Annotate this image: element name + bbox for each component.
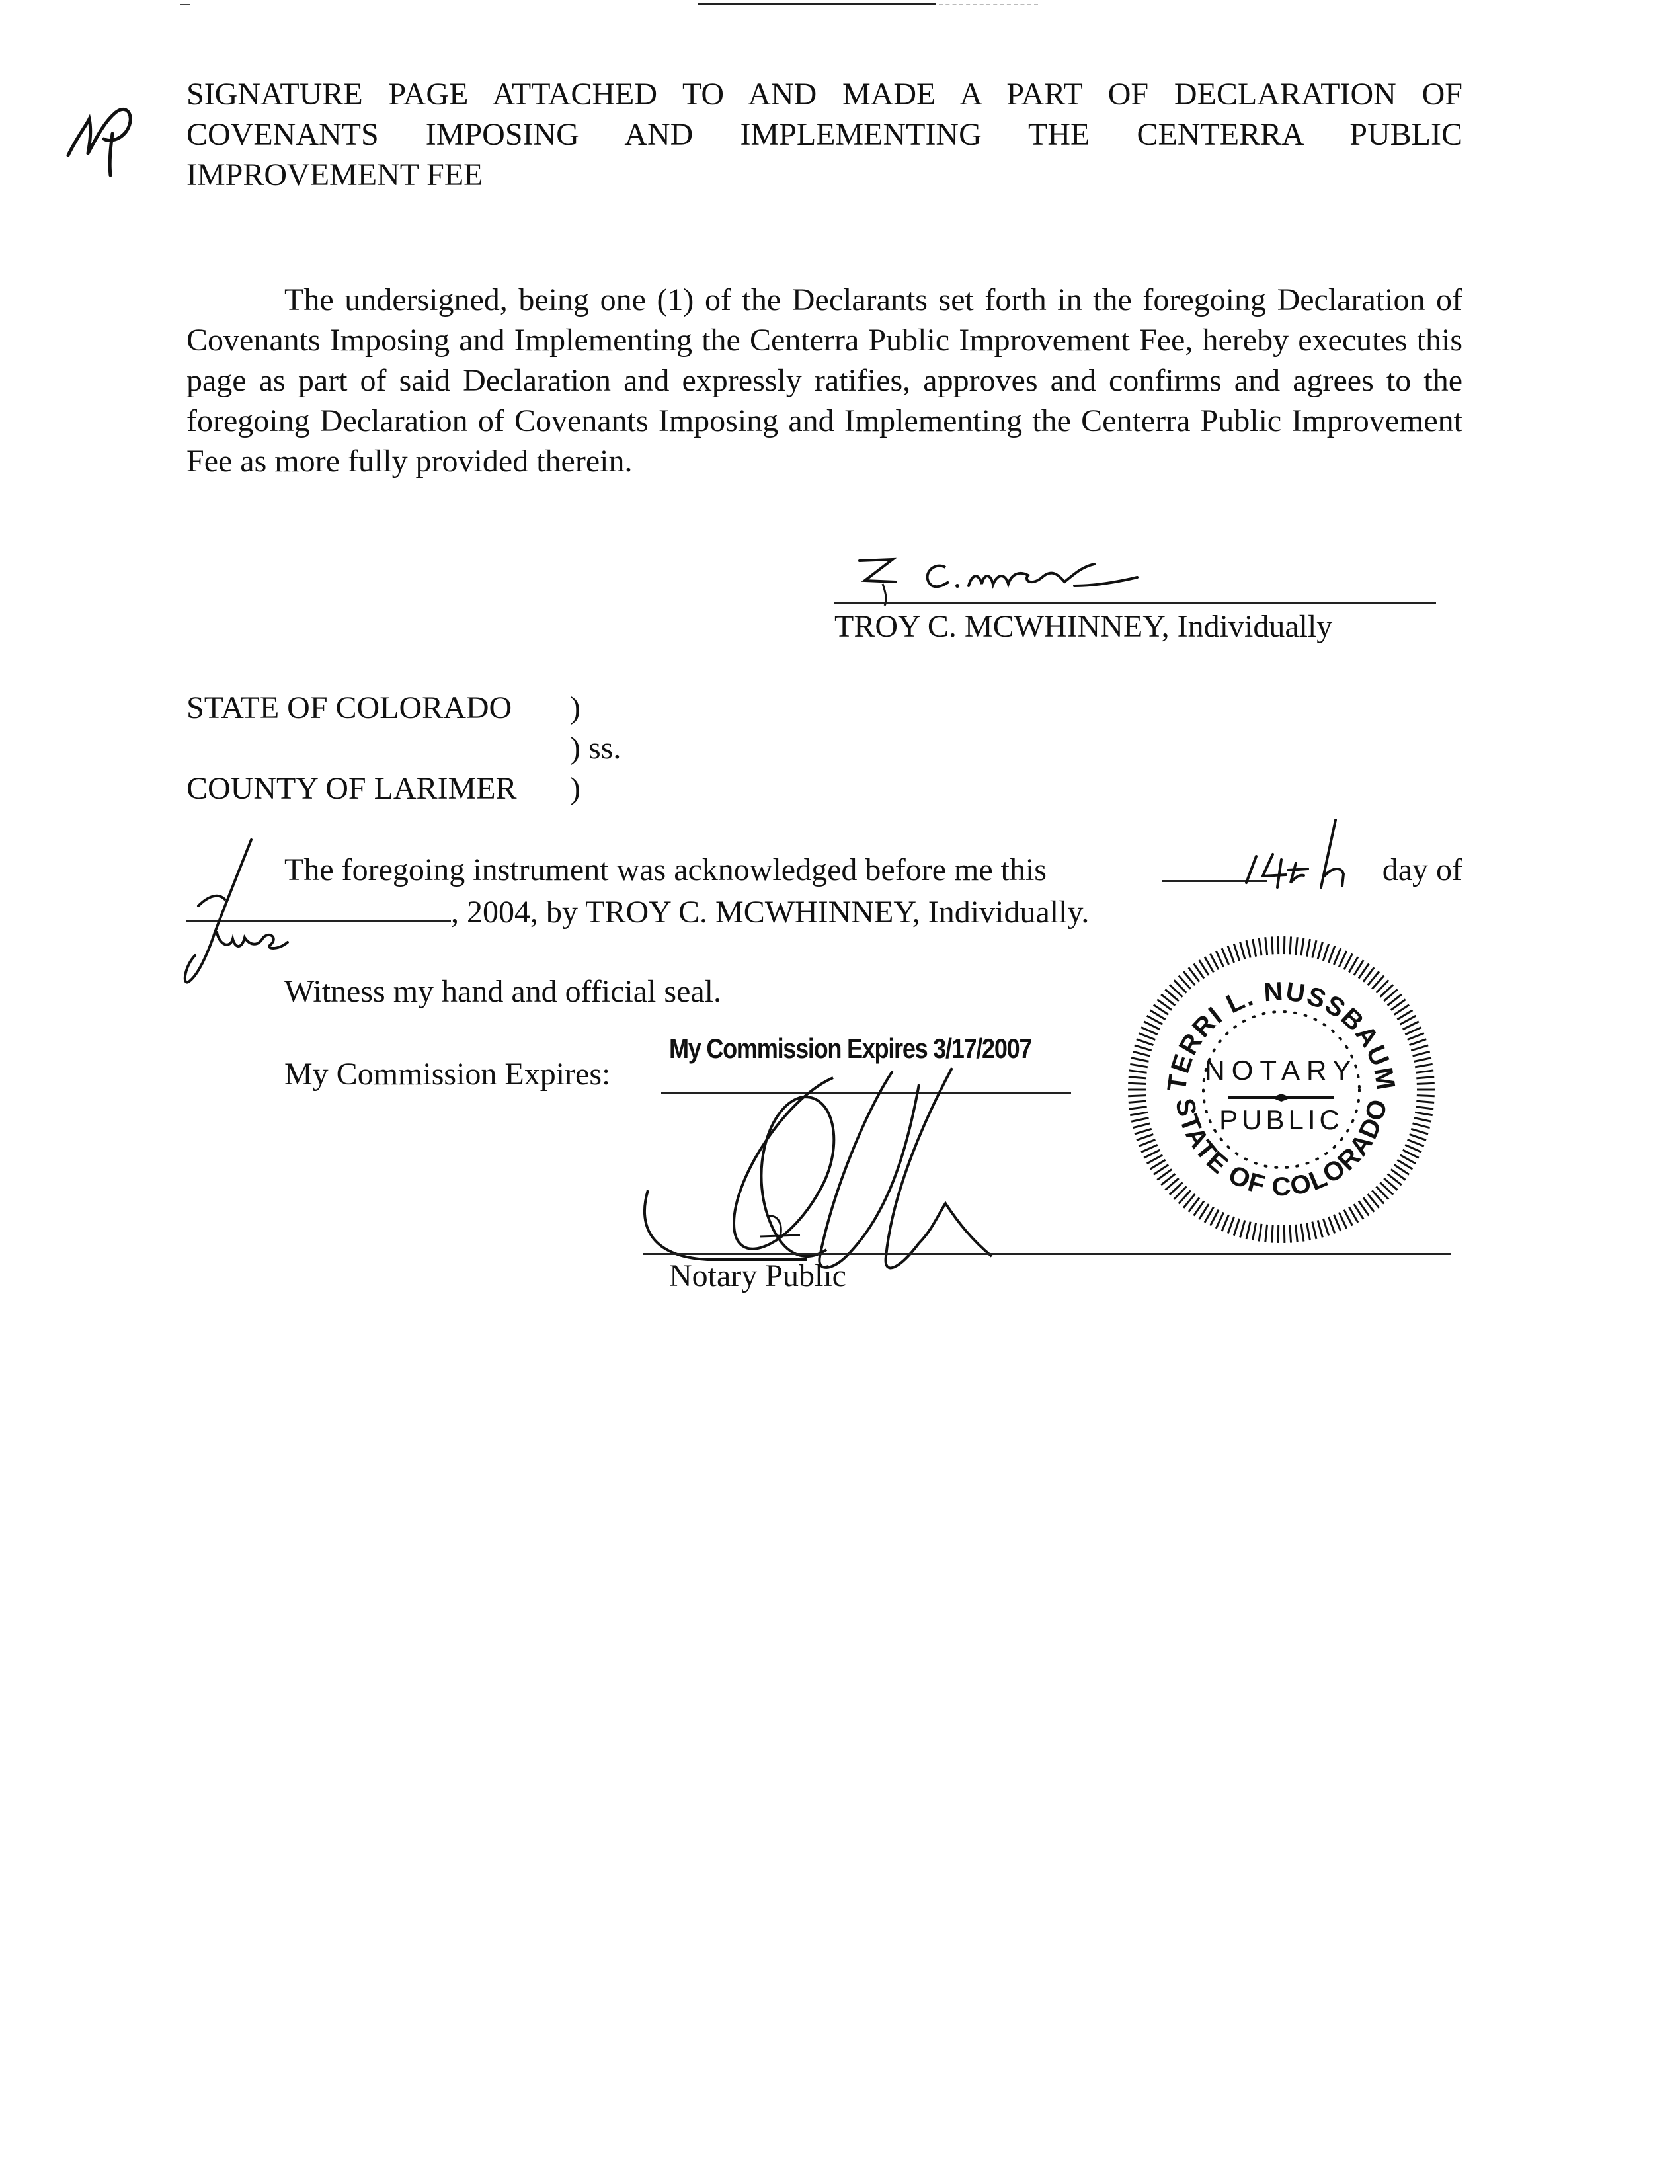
seal-tick: [1133, 1123, 1150, 1128]
seal-tick: [1416, 1101, 1434, 1102]
seal-tick: [1417, 1083, 1435, 1084]
seal-tick: [1222, 948, 1228, 965]
ack-line-1: The foregoing instrument was acknowledged before me this: [284, 852, 1047, 887]
seal-tick: [1278, 1225, 1279, 1243]
seal-tick: [1416, 1107, 1433, 1109]
seal-tick: [1284, 936, 1285, 954]
seal-tick: [1130, 1112, 1148, 1115]
seal-tick: [1415, 1064, 1433, 1067]
seal-tick: [1137, 1039, 1153, 1045]
seal-tick: [1328, 946, 1334, 963]
seal-tick: [1295, 1225, 1297, 1242]
seal-tick: [1339, 1212, 1346, 1228]
top-rule: [698, 3, 936, 5]
margin-initials-handwriting: [63, 93, 142, 179]
month-handwriting: [179, 833, 291, 992]
declarant-name: TROY C. MCWHINNEY, Individually: [834, 609, 1333, 644]
seal-tick: [1228, 946, 1234, 963]
seal-tick: [1129, 1077, 1146, 1078]
seal-tick: [1290, 1225, 1291, 1243]
seal-tick: [1216, 1212, 1223, 1228]
venue-state: STATE OF COLORADO: [186, 690, 512, 725]
seal-tick: [1301, 1224, 1304, 1242]
seal-public-text: PUBLIC: [1219, 1104, 1343, 1135]
seal-tick: [1312, 940, 1316, 957]
seal-tick: [1234, 1219, 1239, 1236]
seal-tick: [1408, 1033, 1424, 1040]
seal-tick: [1339, 951, 1346, 967]
seal-tick: [1222, 1215, 1228, 1231]
venue-county: COUNTY OF LARIMER: [186, 771, 517, 806]
seal-tick: [1278, 936, 1279, 954]
notary-seal: [1123, 931, 1440, 1248]
heading-line-3: IMPROVEMENT FEE: [186, 157, 483, 192]
seal-tick: [1413, 1123, 1430, 1128]
ack-line-2: , 2004, by TROY C. MCWHINNEY, Individually.: [451, 895, 1090, 930]
declarant-signature-line: [834, 602, 1436, 604]
seal-tick: [1323, 944, 1328, 961]
seal-tick: [1131, 1058, 1148, 1062]
seal-tick: [1246, 1222, 1250, 1239]
seal-tick: [1240, 942, 1245, 959]
venue-paren-1: ): [570, 690, 580, 725]
seal-tick: [1416, 1077, 1434, 1078]
seal-tick: [1318, 1220, 1322, 1237]
seal-tick: [1137, 1134, 1153, 1140]
seal-tick: [1131, 1118, 1148, 1122]
seal-tick: [1139, 1033, 1155, 1040]
venue-ss: ) ss.: [570, 731, 621, 766]
seal-tick: [1411, 1129, 1428, 1134]
venue-block: [186, 688, 621, 809]
seal-tick: [1135, 1129, 1152, 1134]
seal-tick: [1318, 942, 1322, 959]
seal-tick: [1246, 940, 1250, 957]
commission-expiry-stamp: My Commission Expires 3/17/2007: [669, 1033, 1032, 1064]
commission-expires-label: My Commission Expires:: [284, 1057, 611, 1092]
notary-signature-line: [643, 1253, 1451, 1255]
heading-line-2: COVENANTS IMPOSING AND IMPLEMENTING THE CENTERRA PUBLIC: [186, 117, 1462, 152]
top-rule-dash: [939, 4, 1038, 5]
seal-tick: [1216, 951, 1223, 967]
seal-tick: [1265, 937, 1267, 955]
seal-tick: [1253, 1223, 1256, 1240]
venue-paren-2: ): [570, 771, 580, 806]
seal-tick: [1295, 937, 1297, 955]
seal-tick: [1405, 1145, 1421, 1152]
seal-tick: [1306, 939, 1310, 957]
seal-tick: [1414, 1118, 1431, 1122]
seal-tick: [1271, 936, 1273, 954]
seal-tick: [1410, 1039, 1426, 1045]
seal-tick: [1129, 1107, 1147, 1109]
seal-tick: [1301, 938, 1304, 955]
seal-tick: [1312, 1222, 1316, 1239]
seal-name-text: TERRI L. NUSSBAUM: [1162, 977, 1401, 1094]
witness-statement: Witness my hand and official seal.: [284, 974, 722, 1009]
seal-tick: [1228, 1217, 1234, 1233]
seal-tick: [1133, 1051, 1150, 1056]
seal-state-text: STATE OF COLORADO: [1170, 1096, 1393, 1202]
seal-tick: [1334, 1215, 1340, 1231]
ratification-text: The undersigned, being one (1) of the Declarants set forth in the foregoing Declaration of Covenants Imposing and Implementing the Centerra Public Improvement Fee, hereby executes this page as part of said Declaration and expressly ratifies, approves and confirms and agrees to the foregoing Declaration of Covenants Imposing and Implementing the Centerra Public Improvement Fee as more fully provided therein.: [186, 282, 1462, 479]
seal-tick: [1129, 1071, 1147, 1072]
seal-tick: [1259, 1224, 1261, 1242]
seal-tick: [1128, 1083, 1146, 1084]
seal-tick: [1306, 1223, 1310, 1240]
seal-tick: [1415, 1112, 1433, 1115]
ack-day-of: day of: [1382, 852, 1462, 887]
seal-tick: [1414, 1058, 1431, 1062]
seal-tick: [1129, 1101, 1146, 1102]
seal-tick: [1240, 1220, 1245, 1237]
seal-tick: [1323, 1219, 1328, 1236]
heading-line-1: SIGNATURE PAGE ATTACHED TO AND MADE A PART OF DECLARATION OF: [186, 77, 1462, 112]
seal-tick: [1253, 939, 1256, 957]
ratification-paragraph: [186, 280, 1462, 481]
seal-tick: [1411, 1045, 1428, 1051]
seal-tick: [1139, 1139, 1155, 1146]
notary-public-label: Notary Public: [669, 1258, 846, 1293]
seal-tick: [1130, 1064, 1148, 1067]
day-handwriting: [1236, 813, 1369, 893]
seal-tick: [1408, 1139, 1424, 1146]
seal-notary-text: NOTARY: [1205, 1055, 1358, 1086]
seal-tick: [1265, 1225, 1267, 1242]
seal-tick: [1259, 938, 1261, 955]
document-heading: [186, 74, 1462, 195]
seal-tick: [1328, 1217, 1334, 1233]
seal-tick: [1290, 936, 1291, 954]
seal-tick: [1271, 1225, 1273, 1243]
seal-tick: [1334, 948, 1340, 965]
seal-tick: [1234, 944, 1239, 961]
seal-tick: [1141, 1145, 1158, 1152]
scan-mark: [180, 4, 190, 5]
seal-tick: [1135, 1045, 1152, 1051]
seal-tick: [1416, 1071, 1433, 1072]
seal-tick: [1413, 1051, 1430, 1056]
seal-tick: [1405, 1028, 1421, 1035]
seal-tick: [1410, 1134, 1426, 1140]
seal-tick: [1284, 1225, 1285, 1243]
seal-tick: [1141, 1028, 1158, 1035]
declarant-signature: [846, 547, 1190, 607]
